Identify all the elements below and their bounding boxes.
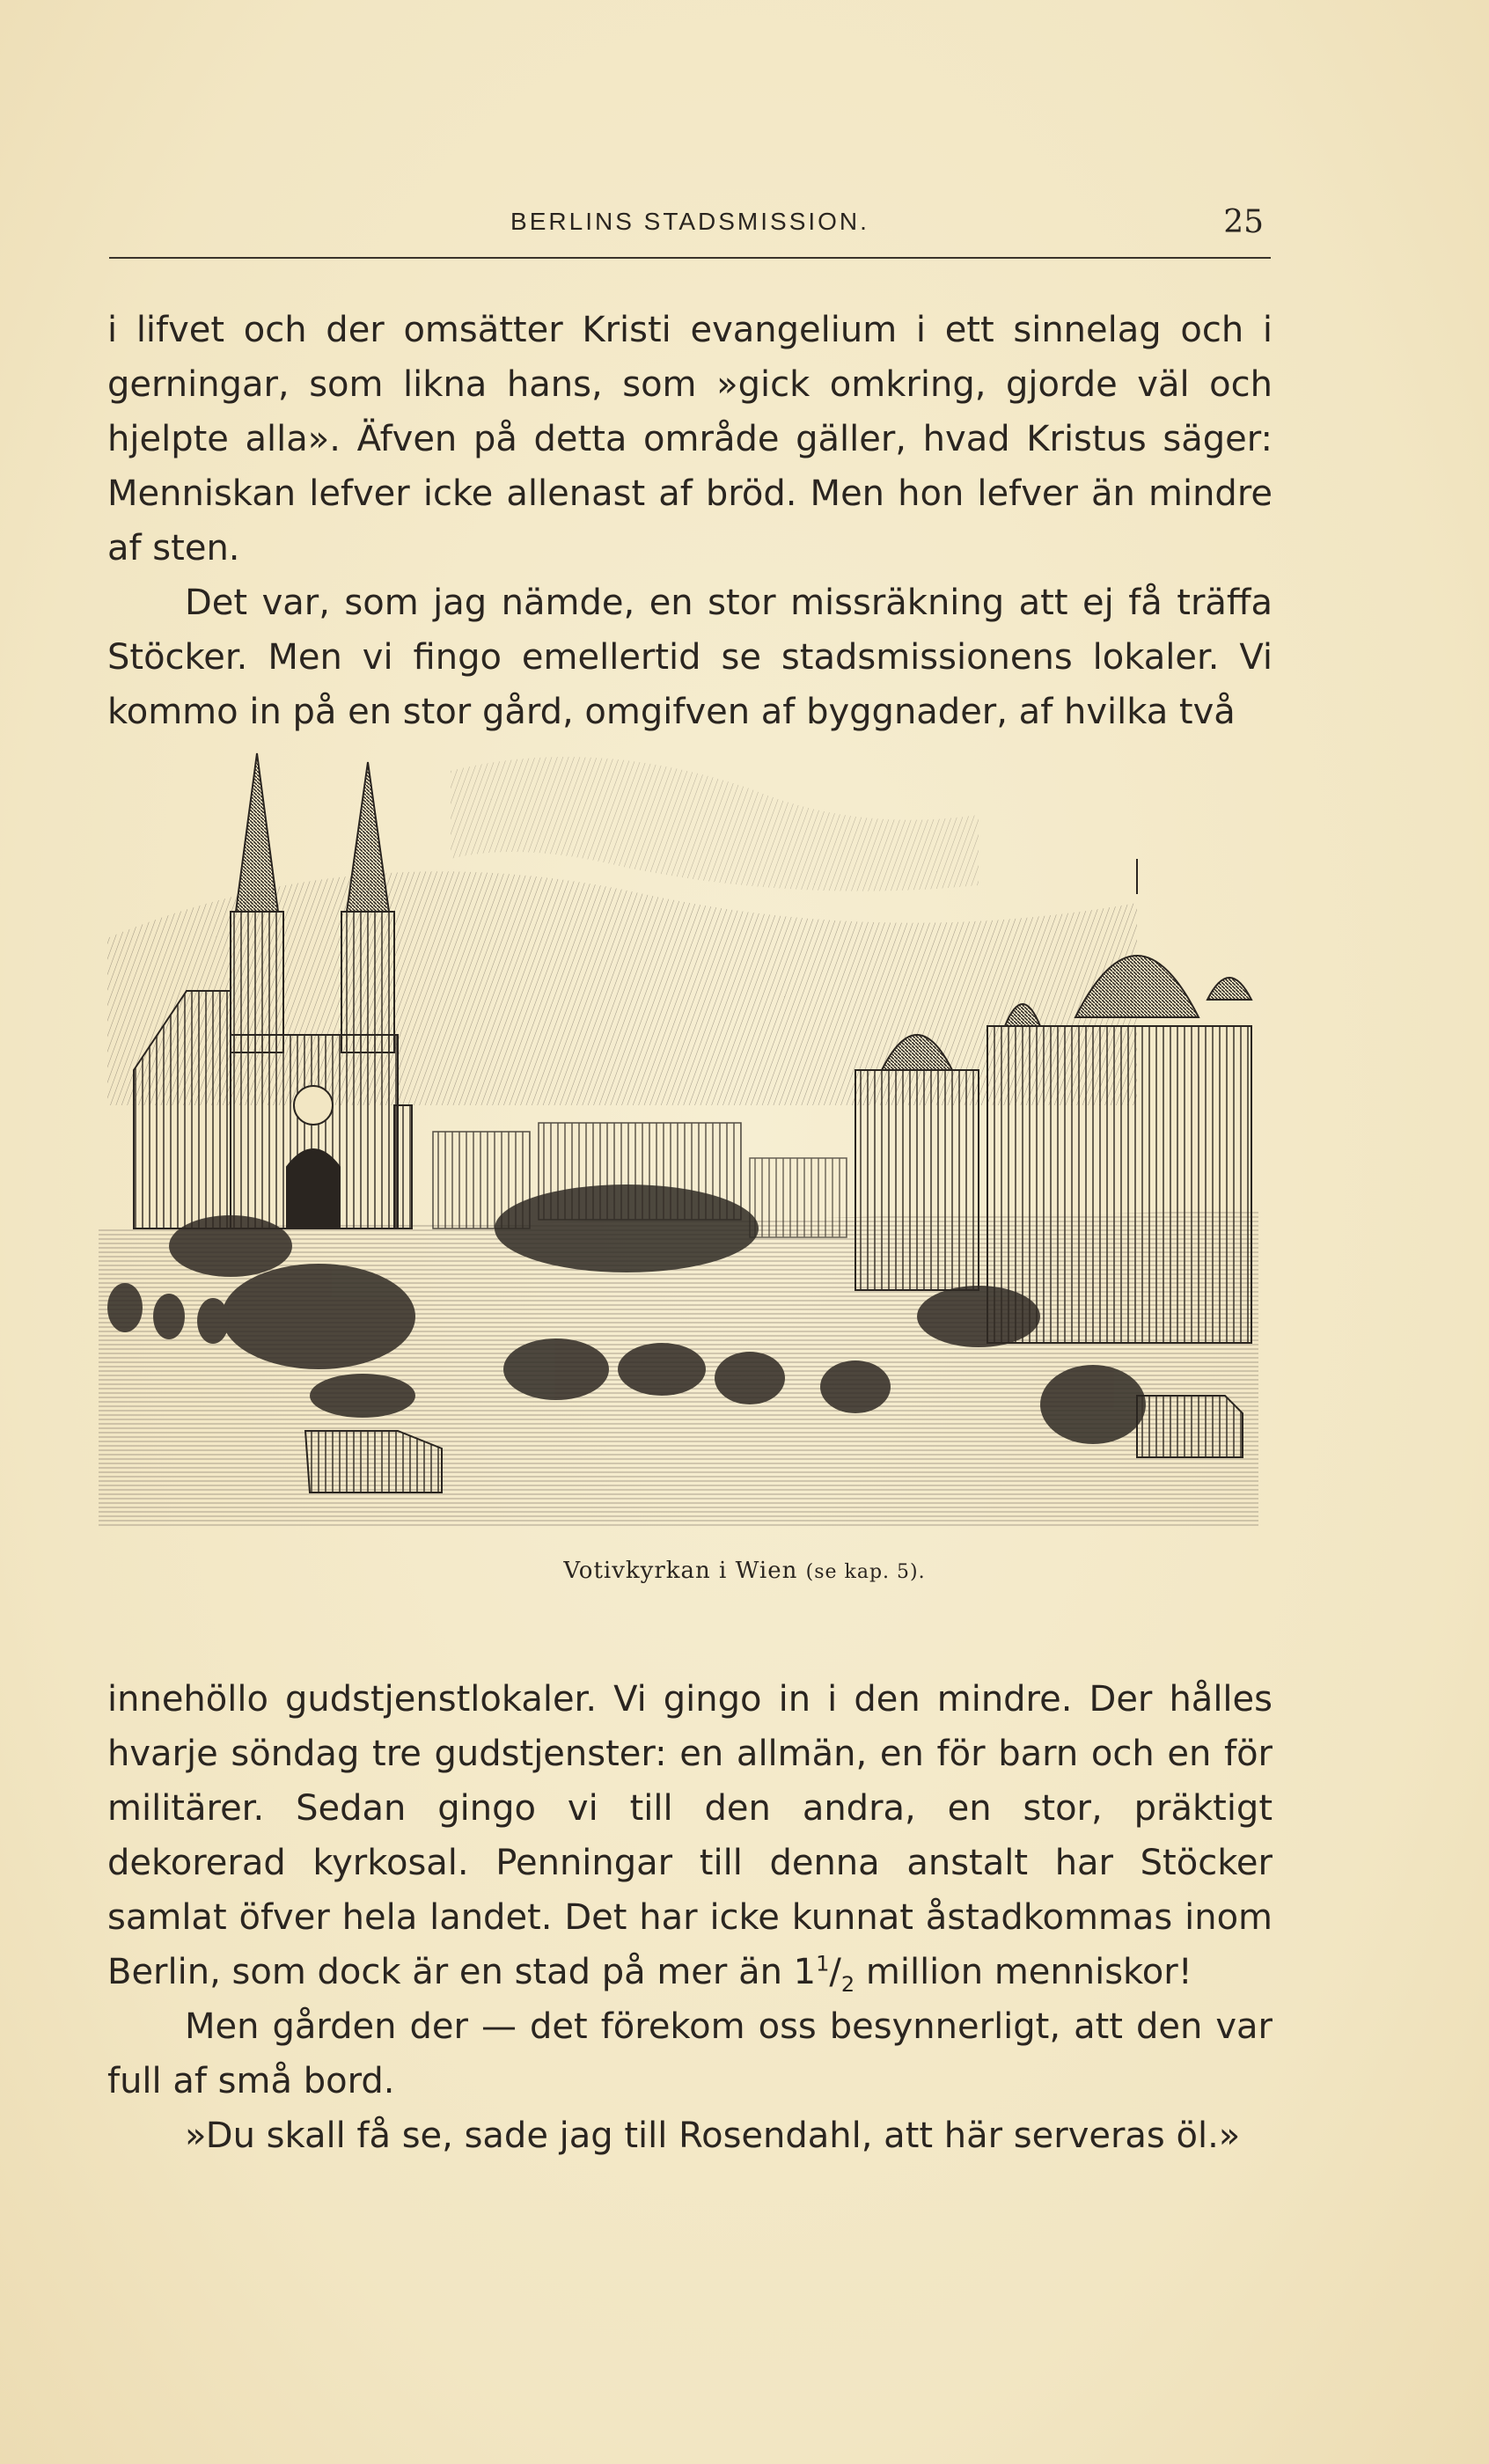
- running-head: BERLINS STADSMISSION.: [510, 208, 869, 235]
- fraction-numerator: 1: [816, 1951, 830, 1976]
- page-header: [109, 204, 1271, 259]
- votivkyrkan-engraving: [99, 736, 1258, 1528]
- page-number: 25: [1223, 204, 1264, 240]
- text-block-top: [107, 303, 1273, 739]
- fraction-slash: /: [829, 1952, 841, 1992]
- paragraph: i lifvet och der omsätter Kristi evangelium i ett sinnelag och i gerningar, som likna hans, som »gick omkring, gjorde väl och hjelpte alla». Äfven på detta område gäller, hvad Kristus säger: Menniskan lefver icke allenast af bröd. Men hon lefver än mindre af sten.: [107, 310, 1273, 568]
- paragraph: »Du skall få se, sade jag till Rosendahl, att här serveras öl.»: [185, 2116, 1241, 2156]
- paragraph: Det var, som jag nämde, en stor missräkning att ej få träffa Stöcker. Men vi fingo emellertid se stadsmissionens lokaler. Vi kommo in på en stor gård, omgifven af byggnader, af hvilka två: [107, 583, 1273, 732]
- caption-reference: (se kap. 5).: [805, 1561, 926, 1583]
- paragraph: [107, 1672, 1273, 1999]
- paragraph-text: million menniskor!: [855, 1952, 1192, 1992]
- fraction-whole: 1: [793, 1952, 817, 1992]
- paragraph: Men gården der — det förekom oss besynnerligt, att den var full af små bord.: [107, 2006, 1273, 2101]
- paragraph-text: innehöllo gudstjenstlokaler. Vi gingo in i den mindre. Der hålles hvarje söndag tre gudstjenster: en allmän, en för barn och en för militärer. Sedan gingo vi till den andra, en stor, präktigt dekorerad kyrkosal. Penningar till denna anstalt har Stöcker samlat öfver hela landet. Det har icke kunnat åstadkommas inom Berlin, som dock är en stad på mer än: [107, 1679, 1273, 1992]
- caption-main: Votivkyrkan i Wien: [563, 1558, 798, 1584]
- fraction-denominator: 2: [840, 1972, 855, 1997]
- text-block-bottom: [107, 1672, 1273, 2163]
- figure-caption: [0, 1558, 1489, 1584]
